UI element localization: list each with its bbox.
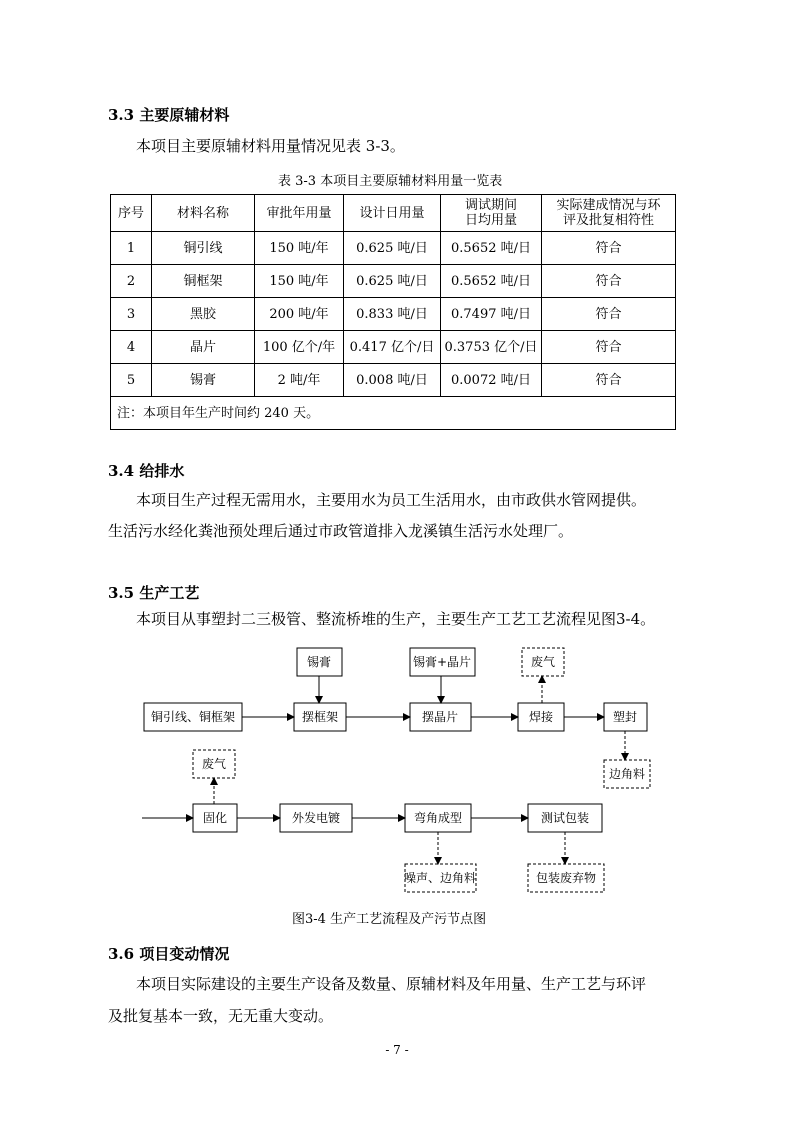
header-cell: 审批年用量 <box>255 195 344 232</box>
label-tin-wafer: 锡膏+晶片 <box>412 655 472 669</box>
table-cell: 符合 <box>542 232 676 265</box>
figure-caption: 图3-4 生产工艺流程及产污节点图 <box>292 912 487 927</box>
header-cell: 实际建成情况与环 评及批复相符性 <box>542 195 676 232</box>
section-3-6-heading: 3.6 项目变动情况 <box>108 945 230 963</box>
section-3-4-heading: 3.4 给排水 <box>108 462 185 480</box>
label-waste-gas-top: 废气 <box>530 655 556 669</box>
table-cell: 1 <box>111 232 152 265</box>
table-cell: 2 吨/年 <box>255 364 344 397</box>
table-cell: 0.5652 吨/日 <box>441 232 542 265</box>
table-cell: 200 吨/年 <box>255 298 344 331</box>
label-curing: 固化 <box>202 811 228 825</box>
header-cell: 调试期间 日均用量 <box>441 195 542 232</box>
table-cell: 符合 <box>542 364 676 397</box>
table-cell: 0.833 吨/日 <box>344 298 441 331</box>
label-frame-place: 摆框架 <box>301 710 339 724</box>
label-pack-waste: 包装废弃物 <box>535 871 597 885</box>
label-tin-paste: 锡膏 <box>306 655 332 669</box>
section-3-6-para-line2: 及批复基本一致，无无重大变动。 <box>108 1007 334 1025</box>
section-3-3-intro: 本项目主要原辅材料用量情况见表 3-3。 <box>136 137 405 155</box>
table-cell: 0.0072 吨/日 <box>441 364 542 397</box>
label-wafer-place: 摆晶片 <box>421 710 459 724</box>
table-cell: 0.417 亿个/日 <box>344 331 441 364</box>
table-cell: 150 吨/年 <box>255 232 344 265</box>
table-cell: 4 <box>111 331 152 364</box>
table-cell: 150 吨/年 <box>255 265 344 298</box>
table-note: 注：本项目年生产时间约 240 天。 <box>111 397 676 430</box>
label-noise-scrap: 噪声、边角料 <box>403 871 477 885</box>
table-caption: 表 3-3 本项目主要原辅材料用量一览表 <box>278 174 503 189</box>
table-cell: 5 <box>111 364 152 397</box>
table-cell: 0.7497 吨/日 <box>441 298 542 331</box>
table-cell: 3 <box>111 298 152 331</box>
label-lead-frame: 铜引线、铜框架 <box>150 710 236 724</box>
table-cell: 0.625 吨/日 <box>344 232 441 265</box>
table-cell: 黑胶 <box>152 298 255 331</box>
table-cell: 0.008 吨/日 <box>344 364 441 397</box>
header-cell: 序号 <box>111 195 152 232</box>
label-welding: 焊接 <box>528 710 554 724</box>
label-molding: 塑封 <box>612 710 638 724</box>
table-cell: 符合 <box>542 298 676 331</box>
label-bending: 弯角成型 <box>413 811 463 825</box>
table-cell: 铜引线 <box>152 232 255 265</box>
label-scrap: 边角料 <box>608 767 646 781</box>
header-cell: 材料名称 <box>152 195 255 232</box>
table-cell: 符合 <box>542 331 676 364</box>
page-number: - 7 - <box>385 1043 409 1057</box>
table-cell: 晶片 <box>152 331 255 364</box>
section-3-4-para-line1: 本项目生产过程无需用水，主要用水为员工生活用水，由市政供水管网提供。 <box>136 491 647 509</box>
table-cell: 符合 <box>542 265 676 298</box>
label-waste-gas-left: 废气 <box>201 757 227 771</box>
table-cell: 0.5652 吨/日 <box>441 265 542 298</box>
section-3-6-para-line1: 本项目实际建设的主要生产设备及数量、原辅材料及年用量、生产工艺与环评 <box>136 975 647 993</box>
section-3-3-heading: 3.3 主要原辅材料 <box>108 106 230 124</box>
table-cell: 0.3753 亿个/日 <box>441 331 542 364</box>
table-cell: 锡膏 <box>152 364 255 397</box>
section-3-5-heading: 3.5 生产工艺 <box>108 584 200 602</box>
header-cell: 设计日用量 <box>344 195 441 232</box>
label-testing: 测试包装 <box>540 811 590 825</box>
table-cell: 铜框架 <box>152 265 255 298</box>
table-cell: 100 亿个/年 <box>255 331 344 364</box>
section-3-5-intro: 本项目从事塑封二三极管、整流桥堆的生产，主要生产工艺工艺流程见图3-4。 <box>136 610 656 628</box>
table-cell: 2 <box>111 265 152 298</box>
table-cell: 0.625 吨/日 <box>344 265 441 298</box>
label-plating: 外发电镀 <box>291 811 341 825</box>
section-3-4-para-line2: 生活污水经化粪池预处理后通过市政管道排入龙溪镇生活污水处理厂。 <box>108 522 574 540</box>
